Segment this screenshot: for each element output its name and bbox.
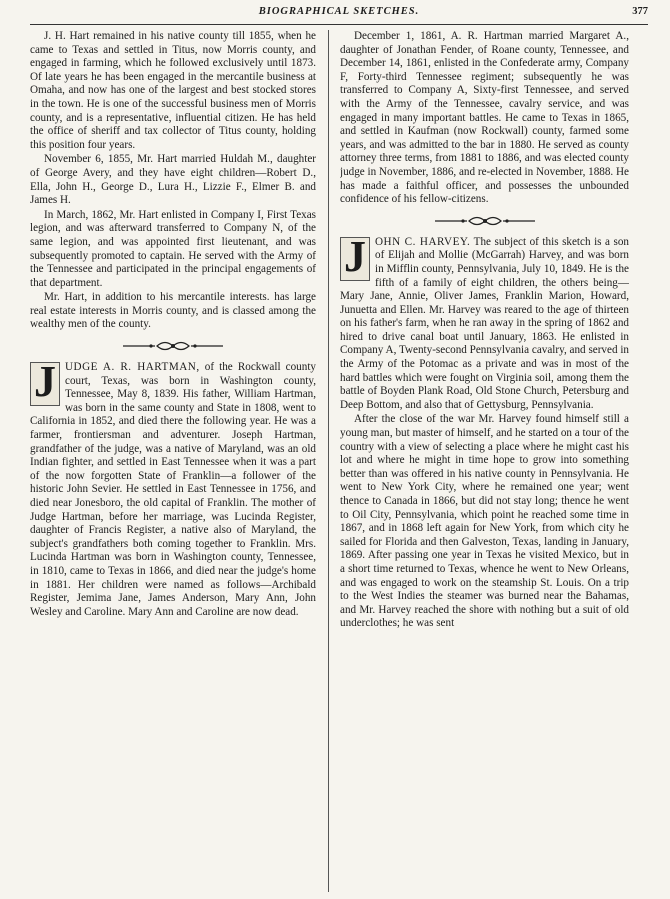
hart-paragraph-4: Mr. Hart, in addition to his mercantile interests. has large real estate interests in Morris county, and is classed among the wealthy men of the county. — [30, 291, 316, 331]
header-rule — [30, 24, 648, 25]
ornament-flourish-icon — [433, 215, 537, 227]
harvey-paragraph-2: After the close of the war Mr. Harvey found himself still a young man, but master of himself, and he started on a tour of the country with a view of selecting a place where he might cast his lot and where he might in time hope to grow into something better than was offered in his native county in Pennsylvania. He went to New York City, where he remained one year; went thence to Canada in 1866, but did not stay long; thence he went to Oil City, Pennsylvania, which point he reached some time in 1867, and in 1868 left again for New York, from which city he sailed for Florida and then Galveston, Texas, landing in January, 1869. After passing one year in Texas he visited Mexico, but in a short time returned to Texas, whence he went to New Orleans, and was engaged to work on the steamship St. Louis. On a trip to the West Indies the steamer was burned near the Bahamas, and Mr. Harvey reached the shore with nothing but a suit of old underclothes; he was sent — [340, 413, 629, 630]
page-number: 377 — [632, 6, 648, 17]
hart-paragraph-1: J. H. Hart remained in his native county till 1855, when he came to Texas and settled in Titus, now Morris county, and engaged in farming, which he followed exclusively until 1873. Of late years he has been engaged in the mercantile business at Omaha, and now has one of the largest and best stocked stores in the town. He is one of the successful business men of Morris county, and is a representative, influential citizen. He has held the office of sheriff and tax collector of Titus county, holding this position four years. — [30, 30, 316, 151]
right-column — [340, 30, 629, 894]
harvey-paragraph-text: The subject of this sketch is a son of Elijah and Mollie (McGarrah) Harvey, and was born in Mifflin county, Pennsylvania, July 10, 1849. He is the fifth of a family of eight children, the others being—Mary Jane, Annie, Oliver James, Franklin Marion, Howard, Junuetta and Ellen. Mr. Harvey was reared to the age of thirteen on his father's farm, when he ran away in the spring of 1862 and hired to drive canal boat until January, 1863. He enlisted in Company A, Twenty-second Pennsylvania cavalry, and served in the Army of the Potomac as a private and was in most of the hard battles which were fought on Virginia soil, among them the battle of Boyden Plank Road, Old Stone Church, Petersburg and Deep Bottom, and also that of Gettysburg, Pennsylvania. — [340, 235, 629, 411]
hart-paragraph-2: November 6, 1855, Mr. Hart married Huldah M., daughter of George Avery, and they have eight children—Robert D., Ella, John H., George D., Lura H., Lizzie F., Elmer B. and James H. — [30, 153, 316, 207]
harvey-dropcap: J — [340, 237, 370, 281]
hartman-paragraph-1 — [30, 357, 316, 619]
column-divider — [328, 30, 329, 892]
section-ornament — [30, 340, 316, 352]
section-ornament-2 — [340, 215, 629, 227]
hartman-name: UDGE A. R. HARTMAN, — [65, 361, 200, 374]
hartman-marriage-paragraph: December 1, 1861, A. R. Hartman married Margaret A., daughter of Jonathan Fender, of Roane county, Tennessee, and December 14, 1861, enlisted in the Confederate army, Company F, Forty-third Tennessee regiment; subsequently he was transferred to Company A, Sixty-first Tennessee, and served with the Army of the Tennessee, cavalry service, and was engaged in many important battles. He came to Texas in 1865, and settled in Kaufman (now Rockwall) county, farmed some years, and was admitted to the bar in 1880. He served as county attorney three terms, from 1881 to 1886, and was elected county judge in November, 1886, and re-elected in November, 1888. He has made a faithful officer, and possesses the unbounded confidence of his fellow-citizens. — [340, 30, 629, 206]
hartman-dropcap: J — [30, 362, 60, 406]
hart-paragraph-3: In March, 1862, Mr. Hart enlisted in Company I, First Texas legion, and was afterward transferred to Company N, of the same legion, and was appointed first lieutenant, and was subsequently promoted to captain. He served with the Army of the Tennessee and participated in the principal engagements of that department. — [30, 208, 316, 289]
hartman-paragraph-text: of the Rockwall county court, Texas, was born in Washington county, Tennessee, May 8, 1839. His father, William Hartman, was born in the same county and State in 1808, went to California in 1852, and died there the following year. He was a farmer, frontiersman and adventurer. Joseph Hartman, grandfather of the judge, was a native of Maryland, was an old Indian fighter, and settled in East Tennessee when it was a part of the now forgotten State of Franklin—a follower of the historic John Sevier. He settled in East Tennessee in 1756, and died near Jonesboro, the old capital of Franklin. The mother of Judge Hartman, before her marriage, was Lucinda Register, daughter of Francis Register, a native also of Maryland, the subject's grandfathers both coming together to Franklin. Mrs. Lucinda Hartman was born in Washington county, Tennessee, in 1810, came to Texas in 1866, and died near the judge's home in 1881. Her children were named as follows—Archibald Register, Jemima Jane, James Anderson, Mary Ann, John Wesley and Caroline. Mary Ann and Caroline are now dead. — [30, 361, 316, 618]
ornament-flourish-icon — [121, 340, 225, 352]
harvey-paragraph-1 — [340, 231, 629, 413]
left-column — [30, 30, 316, 894]
running-title: BIOGRAPHICAL SKETCHES. — [258, 6, 420, 17]
harvey-name: OHN C. HARVEY. — [375, 235, 471, 248]
page-header — [30, 6, 648, 24]
